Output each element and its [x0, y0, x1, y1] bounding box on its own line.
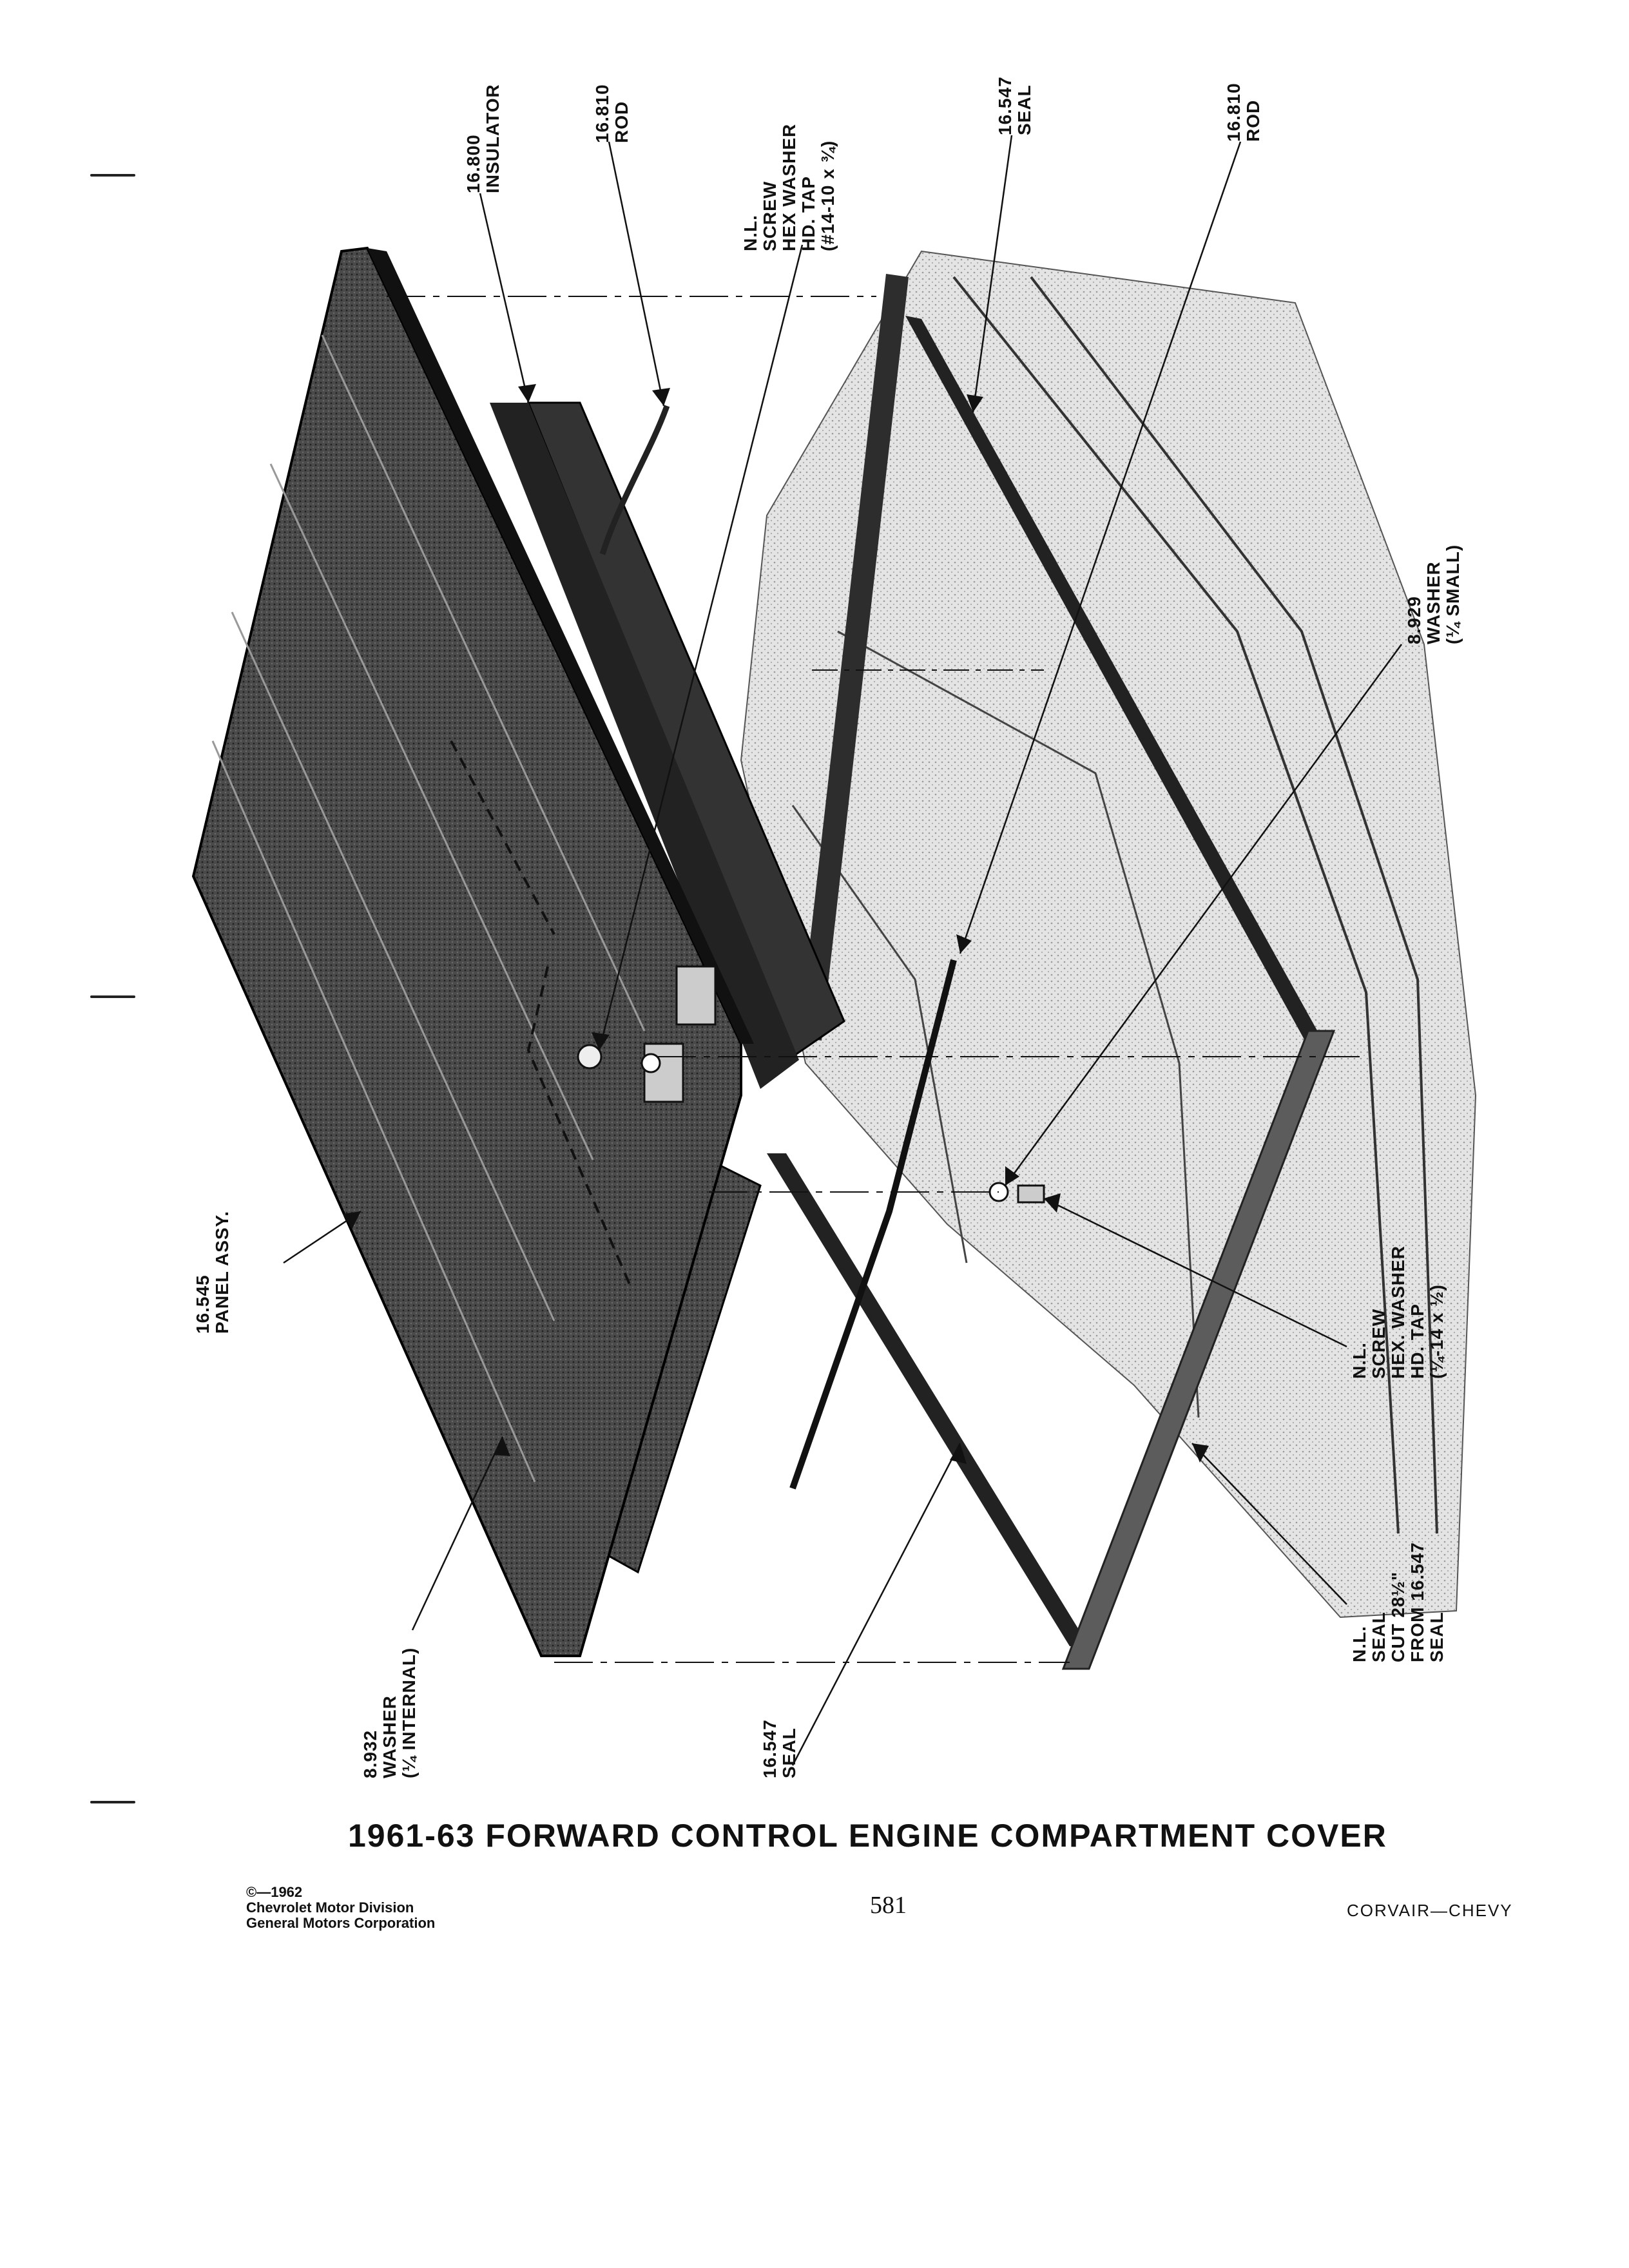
callout-part-number: 8.929: [1404, 595, 1424, 644]
callout-screw-right: [1350, 1245, 1447, 1379]
callout-seal-top: [996, 76, 1034, 135]
catalog-series-label: CORVAIR—CHEVY: [1347, 1901, 1513, 1920]
callout-line: HD. TAP: [798, 176, 818, 251]
callout-line: HEX WASHER: [779, 123, 799, 251]
callout-part-number: 16.810: [592, 84, 612, 143]
callout-part-number: 16.800: [463, 134, 483, 193]
callout-line: SCREW: [760, 180, 780, 251]
callout-panel: [193, 1211, 232, 1334]
callout-part-name: PANEL ASSY.: [212, 1211, 232, 1334]
callout-line: SCREW: [1369, 1308, 1389, 1379]
body-frame-background: [741, 251, 1476, 1617]
callout-screw-top: [741, 124, 838, 251]
callout-part-number: 16.547: [760, 1719, 780, 1778]
callout-part-number: 16.547: [995, 76, 1015, 135]
copyright-division: Chevrolet Motor Division: [246, 1899, 414, 1916]
callout-part-number: 16.545: [193, 1274, 213, 1334]
callout-line: N.L.: [740, 215, 760, 251]
callout-rod-right: [1224, 82, 1263, 142]
copyright-corporation: General Motors Corporation: [246, 1915, 436, 1931]
callout-line: HD. TAP: [1407, 1303, 1427, 1379]
callout-line: HEX. WASHER: [1388, 1245, 1408, 1379]
page-title: 1961-63 FORWARD CONTROL ENGINE COMPARTMENT COVER: [348, 1818, 1387, 1854]
page-number: 581: [870, 1892, 907, 1919]
callout-line: (¼-14 x ½): [1427, 1284, 1447, 1379]
callout-part-name: WASHER: [1423, 561, 1443, 644]
callout-part-name: SEAL: [1014, 84, 1034, 135]
callout-part-name: INSULATOR: [483, 84, 503, 193]
callout-part-spec: (¼ SMALL): [1443, 544, 1463, 644]
callout-line: FROM 16.547: [1407, 1542, 1427, 1662]
callout-line: SEAL: [1427, 1611, 1447, 1662]
callout-seal-bottom: [760, 1719, 799, 1778]
callout-washer-right: [1405, 544, 1463, 644]
copyright-year: ©—1962: [246, 1884, 303, 1900]
callout-washer-internal: [361, 1648, 419, 1778]
callout-line: (#14-10 x ¾): [818, 140, 838, 251]
callout-part-number: 8.932: [360, 1729, 380, 1778]
callout-line: N.L.: [1349, 1626, 1369, 1662]
callout-seal-cut: [1350, 1542, 1447, 1662]
callout-line: CUT 28½": [1388, 1571, 1408, 1662]
callout-line: N.L.: [1349, 1342, 1369, 1379]
callout-part-spec: (¼ INTERNAL): [399, 1647, 419, 1778]
copyright-block: [246, 1885, 435, 1931]
callout-part-number: 16.810: [1224, 82, 1244, 142]
callout-part-name: ROD: [612, 101, 631, 143]
callout-rod-top: [593, 84, 631, 143]
callout-part-name: ROD: [1243, 99, 1263, 142]
callout-part-name: WASHER: [380, 1695, 400, 1778]
callout-part-name: SEAL: [779, 1727, 799, 1778]
callout-insulator: [464, 84, 503, 193]
callout-line: SEAL: [1369, 1611, 1389, 1662]
